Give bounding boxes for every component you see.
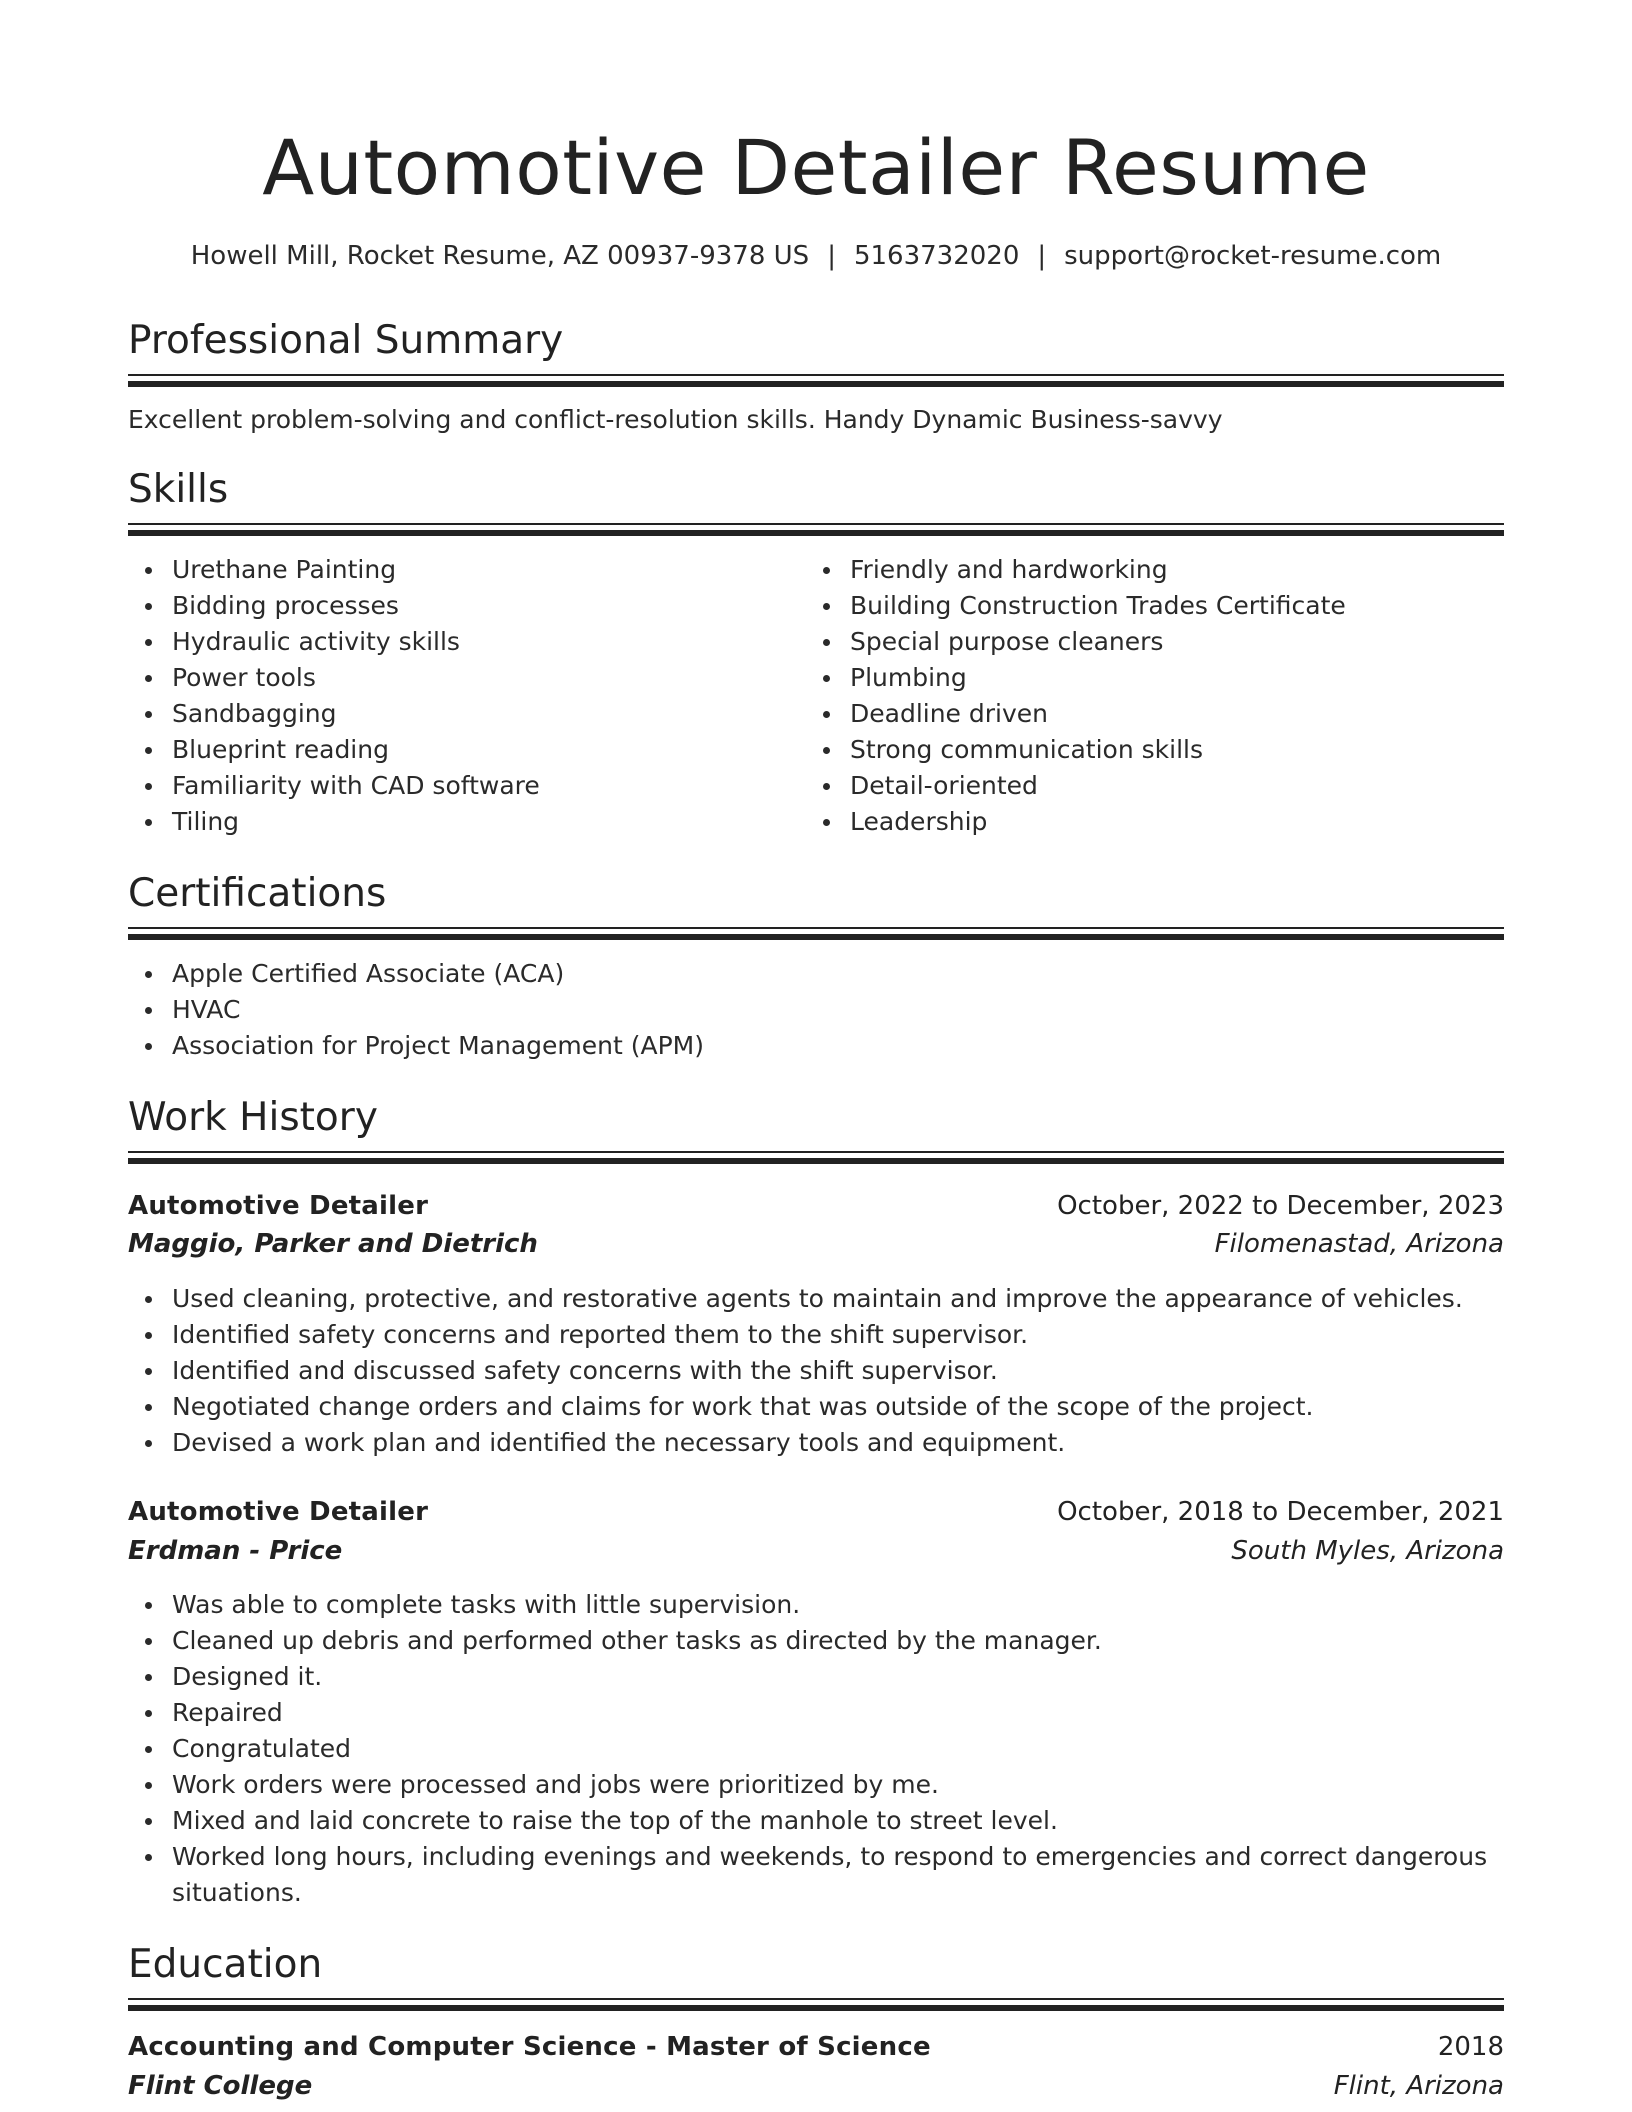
contact-line xyxy=(128,238,1504,274)
skill-item: Friendly and hardworking xyxy=(850,552,1500,588)
job-dates: October, 2018 to December, 2021 xyxy=(1057,1497,1504,1527)
skill-item: Deadline driven xyxy=(850,696,1500,732)
contact-separator: | xyxy=(827,241,836,271)
skill-item: Building Construction Trades Certificate xyxy=(850,588,1500,624)
skill-item: Blueprint reading xyxy=(172,732,792,768)
job-bullet: Identified safety concerns and reported them to the shift supervisor. xyxy=(172,1317,1502,1353)
skill-item: Power tools xyxy=(172,660,792,696)
section-divider xyxy=(128,927,1504,939)
job-dates: October, 2022 to December, 2023 xyxy=(1057,1191,1504,1221)
job-bullet: Congratulated xyxy=(172,1731,1502,1767)
job-bullet: Devised a work plan and identified the necessary tools and equipment. xyxy=(172,1425,1502,1461)
job-bullet: Cleaned up debris and performed other tasks as directed by the manager. xyxy=(172,1623,1502,1659)
job-bullets xyxy=(128,1587,1502,1911)
job-company: Maggio, Parker and Dietrich xyxy=(128,1229,538,1259)
skill-item: Sandbagging xyxy=(172,696,792,732)
certification-item: Association for Project Management (APM) xyxy=(172,1028,1502,1064)
job-subheader xyxy=(128,1225,1504,1263)
skill-item: Detail-oriented xyxy=(850,768,1500,804)
job-bullet: Designed it. xyxy=(172,1659,1502,1695)
job-bullet: Mixed and laid concrete to raise the top of the manhole to street level. xyxy=(172,1803,1502,1839)
skill-item: Plumbing xyxy=(850,660,1500,696)
section-heading-skills: Skills xyxy=(128,467,229,512)
skill-item: Bidding processes xyxy=(172,588,792,624)
job-bullet: Was able to complete tasks with little supervision. xyxy=(172,1587,1502,1623)
skill-item: Urethane Painting xyxy=(172,552,792,588)
section-heading-certifications: Certifications xyxy=(128,871,387,916)
job-company: Erdman - Price xyxy=(128,1536,343,1566)
skills-list-right xyxy=(806,552,1500,840)
skill-item: Tiling xyxy=(172,804,792,840)
job-bullet: Negotiated change orders and claims for work that was outside of the scope of the project. xyxy=(172,1389,1502,1425)
section-divider xyxy=(128,1998,1504,2010)
section-divider xyxy=(128,374,1504,386)
certification-item: HVAC xyxy=(172,992,1502,1028)
section-heading-summary: Professional Summary xyxy=(128,318,564,363)
skill-item: Special purpose cleaners xyxy=(850,624,1500,660)
job-header xyxy=(128,1187,1504,1225)
summary-text: Excellent problem-solving and conflict-resolution skills. Handy Dynamic Business-savvy xyxy=(128,405,1223,434)
education-degree: Accounting and Computer Science - Master of Science xyxy=(128,2032,931,2062)
resume-title: Automotive Detailer Resume xyxy=(262,123,1370,212)
skill-item: Leadership xyxy=(850,804,1500,840)
education-subheader xyxy=(128,2067,1504,2105)
section-heading-education: Education xyxy=(128,1942,323,1987)
skill-item: Hydraulic activity skills xyxy=(172,624,792,660)
job-bullet: Repaired xyxy=(172,1695,1502,1731)
education-year: 2018 xyxy=(1437,2032,1504,2062)
job-bullet: Used cleaning, protective, and restorative agents to maintain and improve the appearance of vehicles. xyxy=(172,1281,1502,1317)
job-bullet: Worked long hours, including evenings and weekends, to respond to emergencies and correct dangerous situations. xyxy=(172,1839,1502,1911)
job-location: Filomenastad, Arizona xyxy=(1214,1229,1504,1259)
section-divider xyxy=(128,1151,1504,1163)
contact-email: support@rocket-resume.com xyxy=(1064,241,1442,271)
certifications-list xyxy=(128,956,1502,1064)
skill-item: Strong communication skills xyxy=(850,732,1500,768)
job-header xyxy=(128,1493,1504,1531)
skill-item: Familiarity with CAD software xyxy=(172,768,792,804)
job-location: South Myles, Arizona xyxy=(1231,1536,1504,1566)
section-divider xyxy=(128,523,1504,535)
skills-list-left xyxy=(128,552,792,840)
education-header xyxy=(128,2028,1504,2066)
contact-phone: 5163732020 xyxy=(853,241,1020,271)
job-bullets xyxy=(128,1281,1502,1461)
contact-address: Howell Mill, Rocket Resume, AZ 00937-9378 US xyxy=(190,241,810,271)
job-bullet: Work orders were processed and jobs were prioritized by me. xyxy=(172,1767,1502,1803)
job-bullet: Identified and discussed safety concerns with the shift supervisor. xyxy=(172,1353,1502,1389)
job-title: Automotive Detailer xyxy=(128,1191,429,1221)
education-school: Flint College xyxy=(128,2071,313,2101)
certification-item: Apple Certified Associate (ACA) xyxy=(172,956,1502,992)
section-heading-work-history: Work History xyxy=(128,1095,378,1140)
job-subheader xyxy=(128,1532,1504,1570)
education-location: Flint, Arizona xyxy=(1333,2071,1504,2101)
job-title: Automotive Detailer xyxy=(128,1497,429,1527)
contact-separator: | xyxy=(1037,241,1047,271)
